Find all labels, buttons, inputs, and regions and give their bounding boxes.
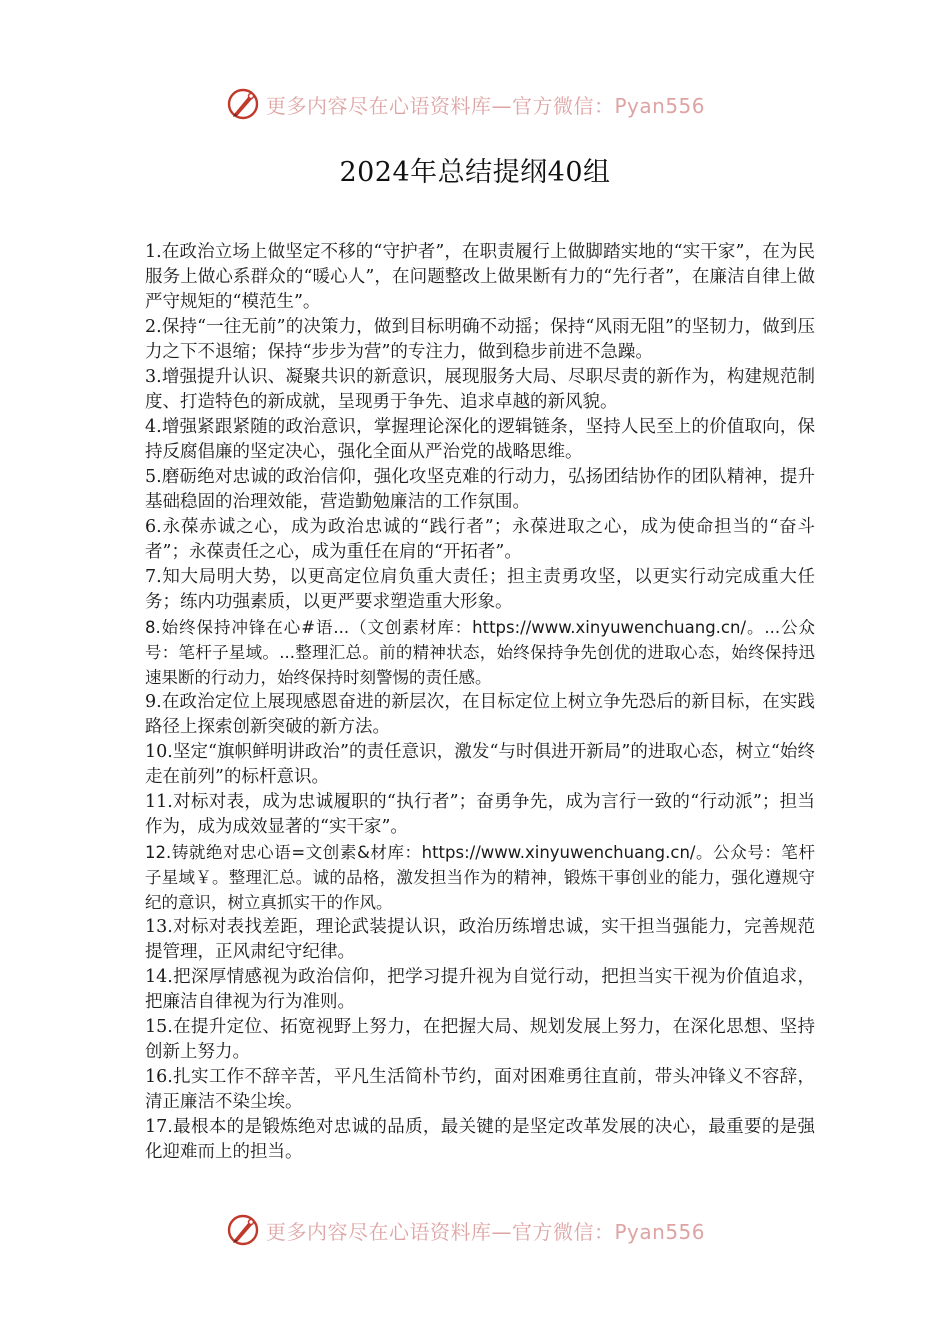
list-item: 6.永葆赤诚之心，成为政治忠诚的“践行者”；永葆进取之心，成为使命担当的“奋斗者”；永葆责任之心，成为重任在肩的“开拓者”。 <box>145 517 815 562</box>
list-item: 7.知大局明大势，以更高定位肩负重大责任；担主责勇攻坚，以更实行动完成重大任务；练内功强素质，以更严要求塑造重大形象。 <box>145 567 815 612</box>
page-title: 2024年总结提纲40组 <box>339 157 611 188</box>
list-item: 14.把深厚情感视为政治信仰，把学习提升视为自觉行动，把担当实干视为价值追求，把廉洁自律视为行为准则。 <box>145 967 815 1012</box>
watermark-text: 更多内容尽在心语资料库—官方微信：Pyan556 <box>266 1219 706 1244</box>
list-item: 16.扎实工作不辞辛苦，平凡生活简朴节约，面对困难勇往直前，带头冲锋义不容辞，清正廉洁不染尘埃。 <box>145 1067 815 1112</box>
list-item: 3.增强提升认识、凝聚共识的新意识，展现服务大局、尽职尽责的新作为，构建规范制度、打造特色的新成就，呈现勇于争先、追求卓越的新风貌。 <box>145 367 815 412</box>
pen-logo-icon <box>226 87 260 121</box>
list-item: 2.保持“一往无前”的决策力，做到目标明确不动摇；保持“风雨无阻”的坚韧力，做到压力之下不退缩；保持“步步为营”的专注力，做到稳步前进不急躁。 <box>145 317 815 362</box>
document-body <box>145 240 815 1165</box>
pen-logo-icon <box>226 1213 260 1247</box>
list-item: 8.始终保持冲锋在心#语...（文创素材库：https://www.xinyuwenchuang.cn/。...公众号：笔杆子星域。...整理汇总。前的精神状态，始终保持争先创优的进取心态，始终保持迅速果断的行动力，始终保持时刻警惕的责任感。 <box>145 618 815 687</box>
list-item: 4.增强紧跟紧随的政治意识，掌握理论深化的逻辑链条，坚持人民至上的价值取向，保持反腐倡廉的坚定决心，强化全面从严治党的战略思维。 <box>145 417 815 462</box>
watermark-text: 更多内容尽在心语资料库—官方微信：Pyan556 <box>266 93 706 118</box>
list-item: 10.坚定“旗帜鲜明讲政治”的责任意识，激发“与时俱进开新局”的进取心态，树立“始终走在前列”的标杆意识。 <box>145 742 815 787</box>
list-item: 12.铸就绝对忠心语=文创素&材库：https://www.xinyuwenchuang.cn/。公众号：笔杆子星域￥。整理汇总。诚的品格，激发担当作为的精神，锻炼干事创业的能力，强化遵规守纪的意识，树立真抓实干的作风。 <box>145 843 815 912</box>
list-item: 11.对标对表，成为忠诚履职的“执行者”；奋勇争先，成为言行一致的“行动派”；担当作为，成为成效显著的“实干家”。 <box>145 792 815 837</box>
watermark-banner-bottom <box>226 1212 705 1248</box>
list-item: 15.在提升定位、拓宽视野上努力，在把握大局、规划发展上努力，在深化思想、坚持创新上努力。 <box>145 1017 815 1062</box>
list-item: 17.最根本的是锻炼绝对忠诚的品质，最关键的是坚定改革发展的决心，最重要的是强化迎难而上的担当。 <box>145 1117 815 1162</box>
watermark-banner-top <box>226 86 705 122</box>
list-item: 5.磨砺绝对忠诚的政治信仰，强化攻坚克难的行动力，弘扬团结协作的团队精神，提升基础稳固的治理效能，营造勤勉廉洁的工作氛围。 <box>145 467 815 512</box>
list-item: 13.对标对表找差距，理论武装提认识，政治历练增忠诚，实干担当强能力，完善规范提管理，正风肃纪守纪律。 <box>145 917 815 962</box>
list-item: 9.在政治定位上展现感恩奋进的新层次，在目标定位上树立争先恐后的新目标，在实践路径上探索创新突破的新方法。 <box>145 692 815 737</box>
list-item: 1.在政治立场上做坚定不移的“守护者”，在职责履行上做脚踏实地的“实干家”，在为民服务上做心系群众的“暖心人”，在问题整改上做果断有力的“先行者”，在廉洁自律上做严守规矩的“模范生”。 <box>145 242 815 312</box>
